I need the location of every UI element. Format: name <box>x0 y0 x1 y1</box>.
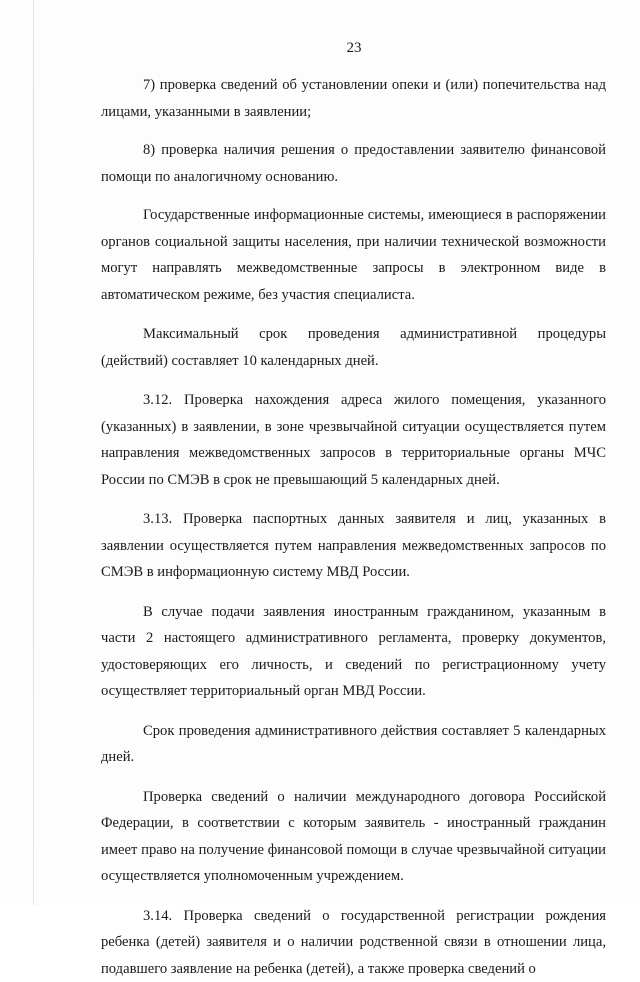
paragraph-item-7: 7) проверка сведений об установлении опеки и (или) попечительства над лицами, указанными в заявлении; <box>101 72 606 125</box>
paragraph-max-term: Максимальный срок проведения административной процедуры (действий) составляет 10 календарных дней. <box>101 321 606 374</box>
scan-edge-line <box>33 0 34 905</box>
paragraph-international-treaty: Проверка сведений о наличии международного договора Российской Федерации, в соответствии с которым заявитель - иностранный гражданин имеет право на получение финансовой помощи в случае чрезвычайной ситуации осуществляется уполномоченным учреждением. <box>101 784 606 890</box>
paragraph-3-14: 3.14. Проверка сведений о государственной регистрации рождения ребенка (детей) заявителя и о наличии родственной связи в отношении лица, подавшего заявление на ребенка (детей), а также проверка сведений о <box>101 903 606 982</box>
page-number: 23 <box>0 40 640 57</box>
paragraph-action-term: Срок проведения административного действия составляет 5 календарных дней. <box>101 718 606 771</box>
paragraph-3-12: 3.12. Проверка нахождения адреса жилого помещения, указанного (указанных) в заявлении, в зоне чрезвычайной ситуации осуществляется путем направления межведомственных запросов в территориальные органы МЧС России по СМЭВ в срок не превышающий 5 календарных дней. <box>101 387 606 493</box>
paragraph-information-systems: Государственные информационные системы, имеющиеся в распоряжении органов социальной защиты населения, при наличии технической возможности могут направлять межведомственные запросы в электронном виде в автоматическом режиме, без участия специалиста. <box>101 202 606 308</box>
paragraph-item-8: 8) проверка наличия решения о предоставлении заявителю финансовой помощи по аналогичному основанию. <box>101 137 606 190</box>
paragraph-3-13: 3.13. Проверка паспортных данных заявителя и лиц, указанных в заявлении осуществляется путем направления межведомственных запросов по СМЭВ в информационную систему МВД России. <box>101 506 606 586</box>
document-body <box>101 72 606 982</box>
paragraph-foreign-citizen: В случае подачи заявления иностранным гражданином, указанным в части 2 настоящего административного регламента, проверку документов, удостоверяющих его личность, и сведений по регистрационному учету осуществляет территориальный орган МВД России. <box>101 599 606 705</box>
